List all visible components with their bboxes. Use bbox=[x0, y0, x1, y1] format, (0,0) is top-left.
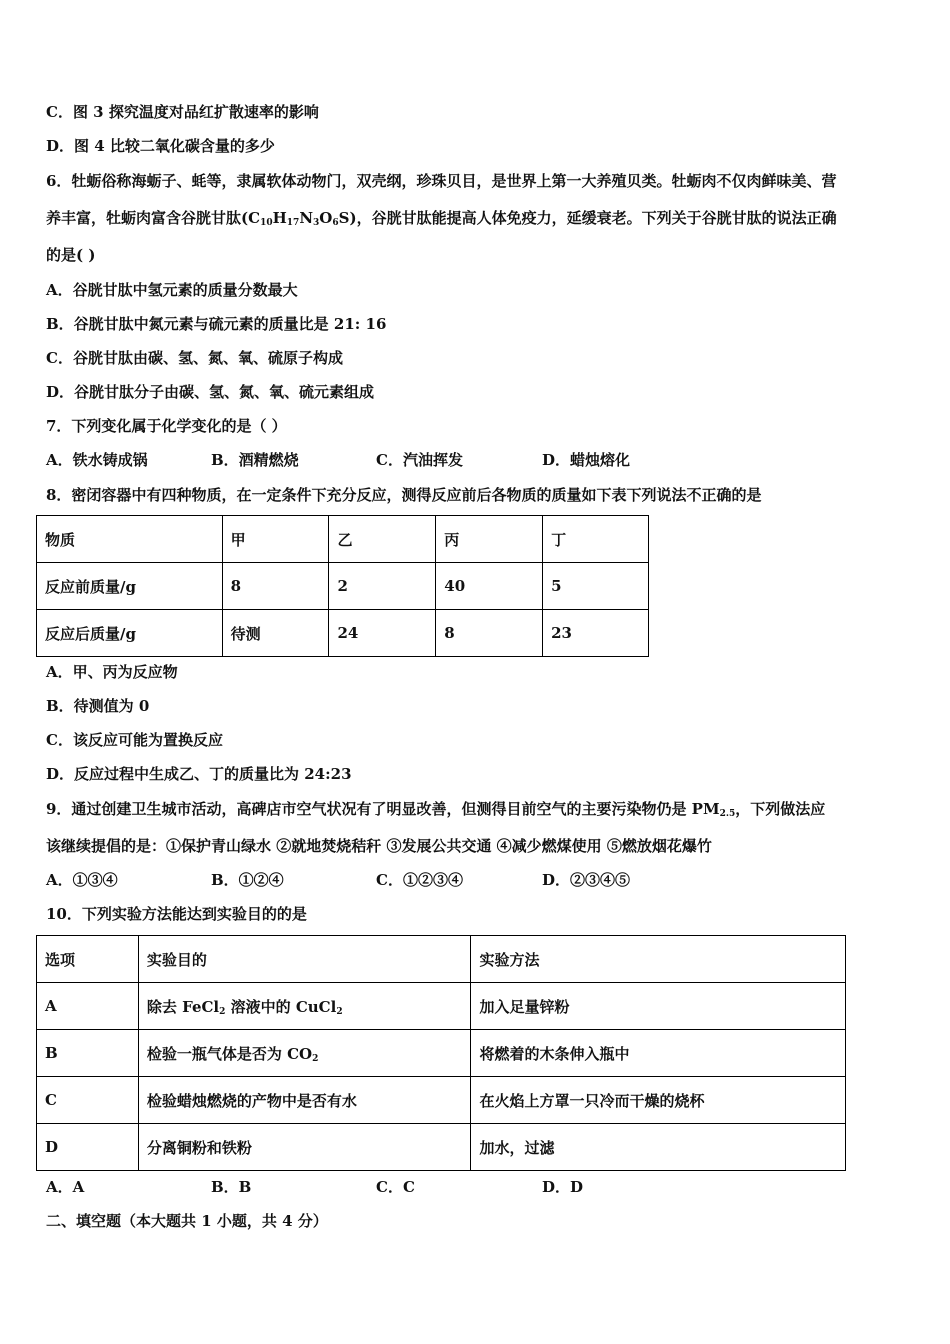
question-10-option-a: A．A bbox=[46, 1178, 85, 1196]
question-8-table bbox=[36, 515, 649, 657]
question-7-options bbox=[46, 450, 866, 470]
question-6-stem-line1: 6．牡蛎俗称海蛎子、蚝等，隶属软体动物门，双壳纲，珍珠贝目，是世界上第一大养殖贝类。牡蛎肉不仅肉鲜味美、营 bbox=[46, 172, 837, 190]
question-8-stem: 8．密闭容器中有四种物质，在一定条件下充分反应，测得反应前后各物质的质量如下表下列说法不正确的是 bbox=[46, 486, 762, 504]
question-5-option-c: C．图 3 探究温度对品红扩散速率的影响 bbox=[46, 103, 319, 121]
question-5-option-d: D．图 4 比较二氧化碳含量的多少 bbox=[46, 137, 275, 155]
question-7-option-d: D．蜡烛熔化 bbox=[542, 451, 631, 469]
table-cell: 在火焰上方罩一只冷而干燥的烧杯 bbox=[471, 1077, 846, 1124]
question-7-stem: 7．下列变化属于化学变化的是（ ） bbox=[46, 417, 287, 435]
table-cell: 实验方法 bbox=[471, 936, 846, 983]
table-cell: 物质 bbox=[37, 516, 223, 563]
table-cell: 待测 bbox=[222, 610, 329, 657]
table-row bbox=[37, 563, 649, 610]
table-cell: 丁 bbox=[543, 516, 649, 563]
question-10-option-c: C．C bbox=[376, 1178, 415, 1196]
table-cell: 反应前质量/g bbox=[37, 563, 223, 610]
question-10-option-b: B．B bbox=[211, 1178, 252, 1196]
table-cell: 2 bbox=[329, 563, 436, 610]
question-9-option-d: D．②③④⑤ bbox=[542, 871, 631, 889]
question-9-option-b: B．①②④ bbox=[211, 871, 284, 889]
question-6-stem-line2-pre: 养丰富，牡蛎肉富含谷胱甘肽( bbox=[46, 209, 249, 227]
question-8-option-d: D．反应过程中生成乙、丁的质量比为 24:23 bbox=[46, 765, 352, 783]
table-cell: B bbox=[37, 1030, 139, 1077]
table-row bbox=[37, 1077, 846, 1124]
question-9-stem-line2: 该继续提倡的是：①保护青山绿水 ②就地焚烧秸秆 ③发展公共交通 ④减少燃煤使用 ⑤燃放烟花爆竹 bbox=[46, 837, 712, 855]
question-6-stem-line3: 的是( ) bbox=[46, 246, 96, 264]
table-cell: 8 bbox=[436, 610, 543, 657]
question-7-option-c: C．汽油挥发 bbox=[376, 451, 463, 469]
question-6-option-d: D．谷胱甘肽分子由碳、氢、氮、氧、硫元素组成 bbox=[46, 383, 375, 401]
question-9-options bbox=[46, 870, 866, 890]
question-8-option-c: C．该反应可能为置换反应 bbox=[46, 731, 223, 749]
table-cell: D bbox=[37, 1124, 139, 1171]
table-cell: 8 bbox=[222, 563, 329, 610]
table-row bbox=[37, 516, 649, 563]
table-cell: 将燃着的木条伸入瓶中 bbox=[471, 1030, 846, 1077]
table-cell: 24 bbox=[329, 610, 436, 657]
question-6-stem-line2-post: )，谷胱甘肽能提高人体免疫力，延缓衰老。下列关于谷胱甘肽的说法正确 bbox=[349, 209, 837, 227]
table-cell: 乙 bbox=[329, 516, 436, 563]
table-cell: 40 bbox=[436, 563, 543, 610]
question-9-option-c: C．①②③④ bbox=[376, 871, 463, 889]
table-cell: 丙 bbox=[436, 516, 543, 563]
section-heading: 二、填空题（本大题共 1 小题，共 4 分） bbox=[46, 1212, 328, 1230]
question-6-option-b: B．谷胱甘肽中氮元素与硫元素的质量比是 21: 16 bbox=[46, 315, 387, 333]
table-cell: 5 bbox=[543, 563, 649, 610]
question-8-option-b: B．待测值为 0 bbox=[46, 697, 150, 715]
table-cell: A bbox=[37, 983, 139, 1030]
table-cell: 除去 FeCl$_2$ 溶液中的 CuCl$_2$ bbox=[138, 983, 471, 1030]
table-cell: 实验目的 bbox=[138, 936, 471, 983]
question-7-option-b: B．酒精燃烧 bbox=[211, 451, 299, 469]
table-cell: 甲 bbox=[222, 516, 329, 563]
table-row bbox=[37, 936, 846, 983]
question-9-option-a: A．①③④ bbox=[46, 871, 118, 889]
question-10-table bbox=[36, 935, 846, 1171]
table-cell: 反应后质量/g bbox=[37, 610, 223, 657]
table-cell: 检验一瓶气体是否为 $CO_2$ bbox=[138, 1030, 471, 1077]
question-9-stem-line1: 9．通过创建卫生城市活动，高碑店市空气状况有了明显改善，但测得目前空气的主要污染物仍是 $PM_{2.5}$，下列做法应 bbox=[46, 800, 826, 819]
table-cell: 检验蜡烛燃烧的产物中是否有水 bbox=[138, 1077, 471, 1124]
chemical-formula: $C_{10}H_{17}N_3O_6S$ bbox=[248, 209, 350, 228]
table-row bbox=[37, 983, 846, 1030]
question-8-option-a: A．甲、丙为反应物 bbox=[46, 663, 178, 681]
question-10-stem: 10．下列实验方法能达到实验目的的是 bbox=[46, 905, 307, 923]
table-row bbox=[37, 1124, 846, 1171]
table-cell: 分离铜粉和铁粉 bbox=[138, 1124, 471, 1171]
question-6-option-c: C．谷胱甘肽由碳、氢、氮、氧、硫原子构成 bbox=[46, 349, 343, 367]
table-cell: 加水，过滤 bbox=[471, 1124, 846, 1171]
table-cell: 23 bbox=[543, 610, 649, 657]
question-6-option-a: A．谷胱甘肽中氢元素的质量分数最大 bbox=[46, 281, 298, 299]
question-7-option-a: A．铁水铸成锅 bbox=[46, 451, 148, 469]
table-row bbox=[37, 610, 649, 657]
table-row bbox=[37, 1030, 846, 1077]
question-6-stem-line2 bbox=[46, 208, 837, 233]
table-cell: 加入足量锌粉 bbox=[471, 983, 846, 1030]
question-10-option-d: D．D bbox=[542, 1178, 584, 1196]
question-10-options bbox=[46, 1177, 866, 1197]
table-cell: 选项 bbox=[37, 936, 139, 983]
table-cell: C bbox=[37, 1077, 139, 1124]
